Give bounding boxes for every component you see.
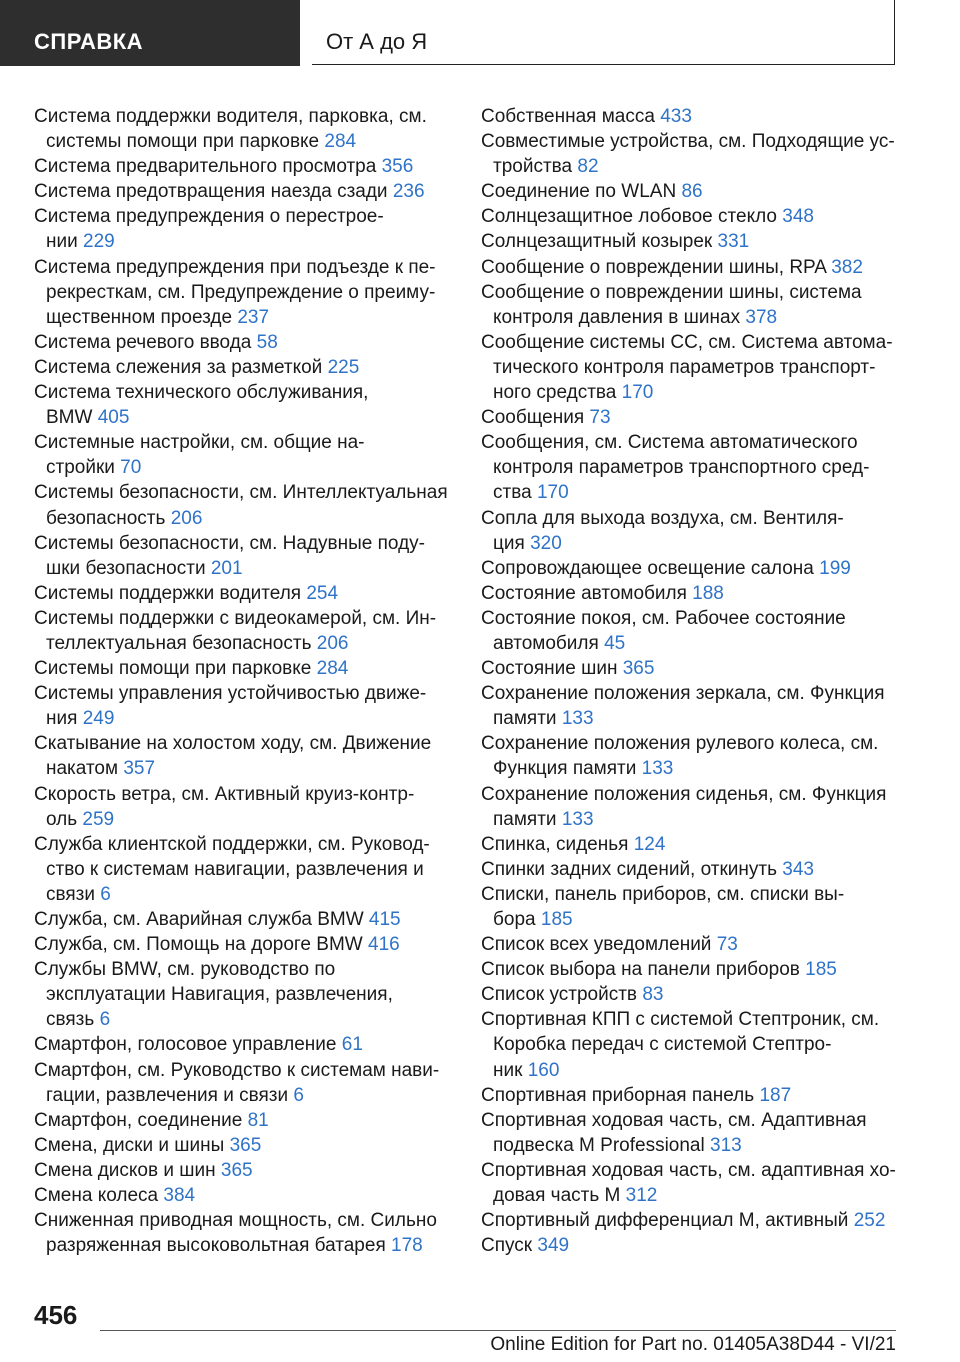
index-entry-text: Смена колеса — [34, 1185, 159, 1207]
index-entry-text: Системы поддержки водителя — [34, 582, 302, 604]
index-entry — [481, 782, 901, 832]
index-entry — [34, 104, 454, 154]
index-entry-text: стройки — [46, 457, 115, 479]
page-reference-link[interactable]: 405 — [97, 407, 130, 429]
index-entry-text: Собственная масса — [481, 106, 655, 127]
index-entry — [481, 882, 901, 932]
page-reference-link[interactable]: 6 — [293, 1084, 304, 1106]
index-entry-text: Система слежения за разметкой — [34, 356, 323, 378]
index-entry-text: Спинки задних сидений, откинуть — [481, 858, 777, 880]
index-entry — [34, 606, 454, 656]
page-reference-link[interactable]: 259 — [82, 808, 115, 830]
page-reference-link[interactable]: 206 — [316, 632, 349, 654]
index-entry — [34, 832, 454, 907]
index-entry — [481, 1233, 901, 1258]
index-entry — [34, 1133, 454, 1158]
page-reference-link[interactable]: 320 — [530, 532, 562, 554]
index-entry — [481, 1158, 901, 1208]
index-entry-text: Системные настройки, см. общие на- — [34, 432, 365, 454]
index-entry — [481, 1083, 901, 1108]
index-entry-text: щественном проезде — [46, 306, 233, 328]
index-entry-text: ник — [493, 1059, 523, 1081]
index-entry-text: BMW — [46, 407, 93, 429]
index-entry-text: Система предупреждения о перестрое- — [34, 206, 384, 228]
index-entry — [481, 1108, 901, 1158]
index-entry — [34, 531, 454, 581]
page-reference-link[interactable]: 312 — [625, 1185, 658, 1207]
index-entry-text: Соединение по WLAN — [481, 181, 677, 203]
page-reference-link[interactable]: 229 — [83, 231, 115, 253]
index-entry — [34, 380, 454, 430]
index-entry-text: Системы безопасности, см. Интеллектуальная — [34, 482, 448, 504]
index-entry — [481, 957, 901, 982]
index-entry-text: Списки, панель приборов, см. списки вы- — [481, 883, 845, 905]
index-entry-text: контроля давления в шинах — [493, 306, 741, 328]
index-entry — [34, 681, 454, 731]
footer-divider — [100, 1330, 896, 1331]
index-entry — [481, 204, 901, 229]
index-entry-text: Скатывание на холостом ходу, см. Движение — [34, 733, 432, 755]
page-reference-link[interactable]: 170 — [536, 482, 569, 504]
index-entry-text: Служба, см. Аварийная служба BMW — [34, 909, 364, 930]
page-reference-link[interactable]: 249 — [82, 708, 115, 730]
page-reference-link[interactable]: 6 — [100, 883, 111, 905]
page-reference-link[interactable]: 415 — [368, 909, 401, 930]
index-entry-text: ного средства — [493, 382, 617, 404]
index-entry-text: Состояние покоя, см. Рабочее состояние — [481, 607, 846, 629]
page-reference-link[interactable]: 284 — [324, 131, 357, 153]
section-tab — [0, 0, 300, 66]
page-header — [312, 0, 895, 65]
index-entry — [481, 179, 901, 204]
index-entry-text: подвеска M Professional — [493, 1134, 705, 1156]
page-reference-link[interactable]: 124 — [633, 833, 666, 855]
page-reference-link[interactable]: 416 — [368, 934, 400, 956]
page-reference-link[interactable]: 133 — [561, 808, 594, 830]
page-reference-link[interactable]: 199 — [819, 557, 851, 579]
index-entry-text: Функция памяти — [493, 758, 637, 780]
index-entry — [34, 907, 454, 932]
index-entry-text: связи — [46, 883, 95, 905]
index-entry — [481, 104, 901, 129]
index-entry — [481, 932, 901, 957]
index-entry-text: Системы безопасности, см. Надувные поду- — [34, 532, 425, 554]
index-entry-text: тического контроля параметров транспорт- — [493, 356, 876, 378]
index-entry-text: бора — [493, 909, 536, 930]
index-entry-text: Скорость ветра, см. Активный круиз-контр- — [34, 783, 415, 805]
page-reference-link[interactable]: 365 — [622, 658, 655, 680]
index-entry-text: Сообщение системы CC, см. Система автома- — [481, 331, 893, 353]
index-entry-text: Система предварительного просмотра — [34, 156, 377, 178]
page-title: От А до Я — [326, 29, 428, 54]
page-reference-link[interactable]: 382 — [831, 256, 863, 278]
index-entry-text: тройства — [493, 156, 573, 178]
index-entry-text: Системы помощи при парковке — [34, 658, 312, 680]
index-entry-text: ция — [493, 532, 525, 554]
page-reference-link[interactable]: 356 — [381, 156, 414, 178]
page-reference-link[interactable]: 378 — [745, 306, 778, 328]
page-reference-link[interactable]: 170 — [621, 382, 654, 404]
index-entry-text: Сохранение положения сиденья, см. Функция — [481, 783, 887, 805]
index-entry — [34, 154, 454, 179]
index-entry-text: довая часть M — [493, 1185, 621, 1207]
index-entry — [34, 1032, 454, 1057]
index-entry — [34, 1183, 454, 1208]
page-reference-link[interactable]: 365 — [229, 1134, 262, 1156]
index-entry-text: Система технического обслуживания, — [34, 382, 369, 404]
page-reference-link[interactable]: 384 — [163, 1185, 196, 1207]
index-entry-text: оль — [46, 808, 78, 830]
page-reference-link[interactable]: 6 — [99, 1009, 111, 1031]
index-entry — [481, 405, 901, 430]
index-entry — [481, 1208, 901, 1233]
page-reference-link[interactable]: 61 — [341, 1034, 363, 1056]
index-entry — [34, 330, 454, 355]
index-entry-text: накатом — [46, 758, 119, 780]
section-label: СПРАВКА — [34, 29, 144, 54]
index-entry-text: Состояние шин — [481, 658, 618, 680]
index-entry-text: Сопла для выхода воздуха, см. Вентиля- — [481, 507, 844, 529]
index-entry-text: Спортивная КПП с системой Стептроник, см. — [481, 1009, 880, 1031]
index-entry-text: ство к системам навигации, развлечения и — [46, 858, 424, 880]
index-entry — [34, 204, 454, 254]
index-entry-text: Солнцезащитное лобовое стекло — [481, 206, 777, 228]
index-entry-text: Список выбора на панели приборов — [481, 959, 800, 981]
index-entry-text: Спуск — [481, 1235, 533, 1257]
index-column-right — [481, 104, 901, 1258]
index-entry — [34, 731, 454, 781]
page-reference-link[interactable]: 86 — [681, 181, 703, 203]
index-entry — [34, 1158, 454, 1183]
index-entry-text: Сообщения, см. Система автоматического — [481, 432, 858, 454]
index-entry — [34, 255, 454, 330]
page-number: 456 — [34, 1300, 78, 1330]
index-entry — [34, 1058, 454, 1108]
page-reference-link[interactable]: 160 — [527, 1059, 560, 1081]
index-entry — [34, 1208, 454, 1258]
page-reference-link[interactable]: 236 — [392, 181, 425, 203]
index-entry-text: Система предупреждения при подъезде к пе- — [34, 256, 436, 278]
index-entry-text: нии — [46, 231, 78, 253]
index-entry-text: Сопровождающее освещение салона — [481, 557, 814, 579]
index-entry-text: Коробка передач с системой Стептро- — [493, 1034, 832, 1056]
page-reference-link[interactable]: 188 — [692, 582, 724, 604]
index-entry-text: Сохранение положения зеркала, см. Функция — [481, 683, 885, 705]
index-entry-text: шки безопасности — [46, 557, 206, 579]
index-entry — [481, 656, 901, 681]
page-reference-link[interactable]: 206 — [170, 507, 203, 529]
index-entry — [481, 581, 901, 606]
page-reference-link[interactable]: 284 — [316, 658, 349, 680]
index-entry — [481, 506, 901, 556]
index-entry-text: Система речевого ввода — [34, 331, 252, 353]
index-entry — [481, 681, 901, 731]
index-entry-text: системы помощи при парковке — [46, 131, 320, 153]
index-entry — [481, 832, 901, 857]
page-reference-link[interactable]: 73 — [716, 934, 738, 956]
index-entry — [34, 656, 454, 681]
index-entry-text: Смена дисков и шин — [34, 1159, 216, 1181]
index-entry-text: Смартфон, голосовое управление — [34, 1034, 337, 1056]
index-entry-text: Список устройств — [481, 984, 638, 1006]
index-entry-text: Спинка, сиденья — [481, 833, 629, 855]
index-entry — [481, 731, 901, 781]
index-entry-text: Сообщение о повреждении шины, RPA — [481, 256, 826, 278]
page-reference-link[interactable]: 185 — [540, 909, 573, 930]
index-entry-text: Сниженная приводная мощность, см. Сильно — [34, 1210, 437, 1232]
index-entry — [481, 229, 901, 254]
index-entry — [481, 280, 901, 330]
index-entry-text: разряженная высоковольтная батарея — [46, 1235, 386, 1257]
index-entry — [481, 330, 901, 405]
index-entry-text: Службы BMW, см. руководство по — [34, 959, 336, 981]
page-reference-link[interactable]: 343 — [782, 858, 814, 880]
index-entry — [34, 355, 454, 380]
index-entry-text: Солнцезащитный козырек — [481, 231, 713, 253]
page-reference-link[interactable]: 349 — [537, 1235, 570, 1257]
index-entry-text: Смартфон, соединение — [34, 1109, 243, 1131]
index-entry — [481, 982, 901, 1007]
index-entry-text: Спортивный дифференциал M, активный — [481, 1210, 849, 1232]
page-reference-link[interactable]: 73 — [589, 407, 611, 429]
index-entry-text: Система поддержки водителя, парковка, см. — [34, 106, 427, 127]
page-reference-link[interactable]: 187 — [759, 1084, 792, 1106]
index-entry — [34, 782, 454, 832]
index-entry-text: связь — [46, 1009, 95, 1031]
page-reference-link[interactable]: 357 — [123, 758, 156, 780]
index-entry-text: памяти — [493, 808, 557, 830]
page-reference-link[interactable]: 83 — [642, 984, 664, 1006]
page-reference-link[interactable]: 201 — [210, 557, 243, 579]
index-entry-text: Совместимые устройства, см. Подходящие ус- — [481, 131, 895, 153]
index-entry-text: памяти — [493, 708, 557, 730]
page-reference-link[interactable]: 58 — [256, 331, 278, 353]
page-reference-link[interactable]: 365 — [220, 1159, 253, 1181]
page-reference-link[interactable]: 185 — [805, 959, 837, 981]
page-reference-link[interactable]: 331 — [717, 231, 750, 253]
page-reference-link[interactable]: 252 — [853, 1210, 886, 1232]
index-entry — [481, 1007, 901, 1082]
index-entry — [34, 179, 454, 204]
index-entry-text: Смена, диски и шины — [34, 1134, 225, 1156]
index-entry-text: Спортивная ходовая часть, см. Адаптивная — [481, 1109, 867, 1131]
index-entry — [34, 957, 454, 1032]
page-reference-link[interactable]: 133 — [561, 708, 594, 730]
page-reference-link[interactable]: 178 — [391, 1235, 423, 1257]
index-entry — [34, 430, 454, 480]
index-entry-text: эксплуатации Навигация, развлечения, — [46, 984, 393, 1006]
page-reference-link[interactable]: 313 — [710, 1134, 742, 1156]
page-reference-link[interactable]: 70 — [120, 457, 142, 479]
index-entry-text: Система предотвращения наезда сзади — [34, 181, 388, 203]
index-entry-text: Список всех уведомлений — [481, 934, 712, 956]
index-entry-text: автомобиля — [493, 632, 599, 654]
index-entry — [34, 581, 454, 606]
page-reference-link[interactable]: 82 — [577, 156, 599, 178]
index-entry — [34, 480, 454, 530]
index-entry-text: Сохранение положения рулевого колеса, см. — [481, 733, 879, 755]
index-entry — [34, 1108, 454, 1133]
index-entry — [481, 255, 901, 280]
page-reference-link[interactable]: 237 — [237, 306, 270, 328]
index-entry-text: Состояние автомобиля — [481, 582, 687, 604]
index-entry — [34, 932, 454, 957]
page-reference-link[interactable]: 254 — [306, 582, 339, 604]
index-entry-text: Спортивная приборная панель — [481, 1084, 755, 1106]
page-reference-link[interactable]: 348 — [782, 206, 814, 228]
index-entry-text: Смартфон, см. Руководство к системам нави- — [34, 1059, 440, 1081]
index-entry — [481, 556, 901, 581]
index-entry-text: гации, развлечения и связи — [46, 1084, 289, 1106]
index-entry-text: ства — [493, 482, 532, 504]
index-entry-text: контроля параметров транспортного сред- — [493, 457, 870, 479]
index-entry — [481, 430, 901, 505]
index-entry-text: Системы управления устойчивостью движе- — [34, 683, 427, 705]
index-entry — [481, 129, 901, 179]
page-reference-link[interactable]: 225 — [327, 356, 360, 378]
index-entry-text: рекресткам, см. Предупреждение о преиму- — [46, 281, 436, 303]
index-entry-text: Сообщение о повреждении шины, система — [481, 281, 862, 303]
index-entry-text: Спортивная ходовая часть, см. адаптивная хо- — [481, 1159, 896, 1181]
index-entry-text: Служба клиентской поддержки, см. Руковод- — [34, 833, 430, 855]
index-column-left — [34, 104, 454, 1258]
page-reference-link[interactable]: 433 — [660, 106, 692, 127]
page-reference-link[interactable]: 133 — [641, 758, 674, 780]
index-entry-text: ния — [46, 708, 78, 730]
index-entry-text: Сообщения — [481, 407, 585, 429]
index-entry — [481, 857, 901, 882]
page-reference-link[interactable]: 81 — [247, 1109, 269, 1131]
index-entry-text: теллектуальная безопасность — [46, 632, 312, 654]
index-entry-text: Служба, см. Помощь на дороге BMW — [34, 934, 363, 956]
index-entry — [481, 606, 901, 656]
page-reference-link[interactable]: 45 — [604, 632, 626, 654]
index-entry-text: Системы поддержки с видеокамерой, см. Ин- — [34, 607, 437, 629]
index-entry-text: безопасность — [46, 507, 166, 529]
footer-edition: Online Edition for Part no. 01405A38D44 - VI/21 — [490, 1334, 896, 1355]
